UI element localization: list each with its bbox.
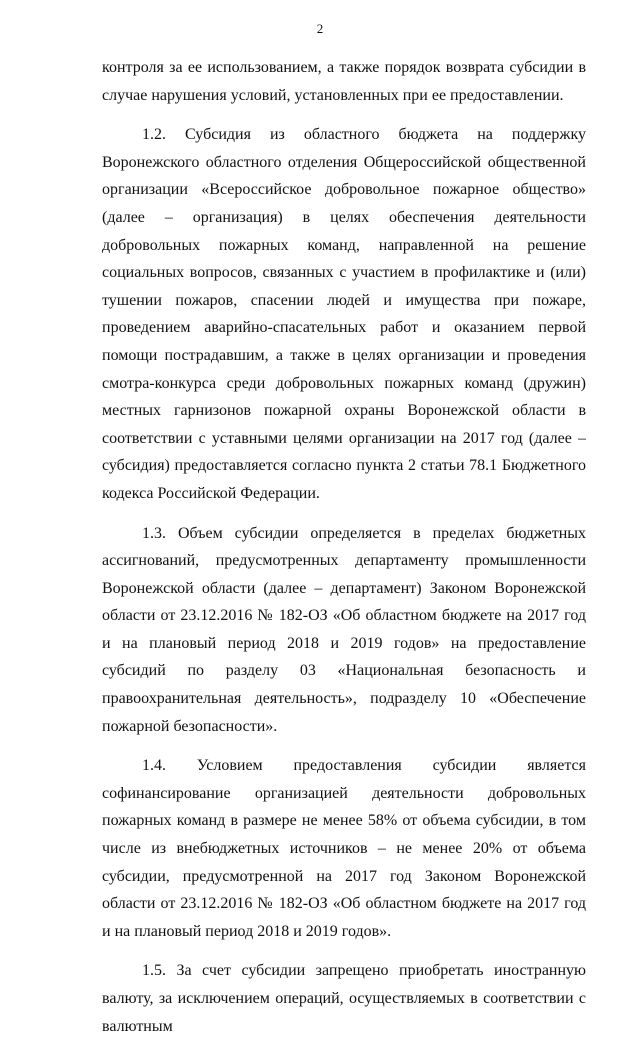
document-body [102, 54, 586, 1040]
paragraph-1-2: 1.2. Субсидия из областного бюджета на поддержку Воронежского областного отделения Общероссийской общественной организации «Всероссийское добровольное пожарное общество» (далее – организация) в целях обеспечения деятельности добровольных пожарных команд, направленной на решение социальных вопросов, связанных с участием в профилактике и (или) тушении пожаров, спасении людей и имущества при пожаре, проведением аварийно-спасательных работ и оказанием первой помощи пострадавшим, а также в целях организации и проведения смотра-конкурса среди добровольных пожарных команд (дружин) местных гарнизонов пожарной охраны Воронежской области в соответствии с уставными целями организации на 2017 год (далее – субсидия) предоставляется согласно пункта 2 статьи 78.1 Бюджетного кодекса Российской Федерации. [102, 126, 586, 502]
paragraph-1-5: 1.5. За счет субсидии запрещено приобретать иностранную валюту, за исключением операций, осуществляемых в соответствии с валютным [102, 962, 586, 1035]
page-number: 2 [316, 21, 324, 36]
paragraph-1-1-continuation: контроля за ее использованием, а также порядок возврата субсидии в случае нарушения условий, установленных при ее предоставлении. [102, 59, 586, 104]
paragraph-1-4: 1.4. Условием предоставления субсидии является софинансирование организацией деятельности добровольных пожарных команд в размере не менее 58% от объема субсидии, в том числе из внебюджетных источников – не менее 20% от объема субсидии, предусмотренной на 2017 год Законом Воронежской области от 23.12.2016 № 182-ОЗ «Об областном бюджете на 2017 год и на плановый период 2018 и 2019 годов». [102, 757, 586, 940]
paragraph-1-3: 1.3. Объем субсидии определяется в пределах бюджетных ассигнований, предусмотренных департаменту промышленности Воронежской области (далее – департамент) Законом Воронежской области от 23.12.2016 № 182-ОЗ «Об областном бюджете на 2017 год и на плановый период 2018 и 2019 годов» на предоставление субсидий по разделу 03 «Национальная безопасность и правоохранительная деятельность», подразделу 10 «Обеспечение пожарной безопасности». [102, 524, 586, 735]
